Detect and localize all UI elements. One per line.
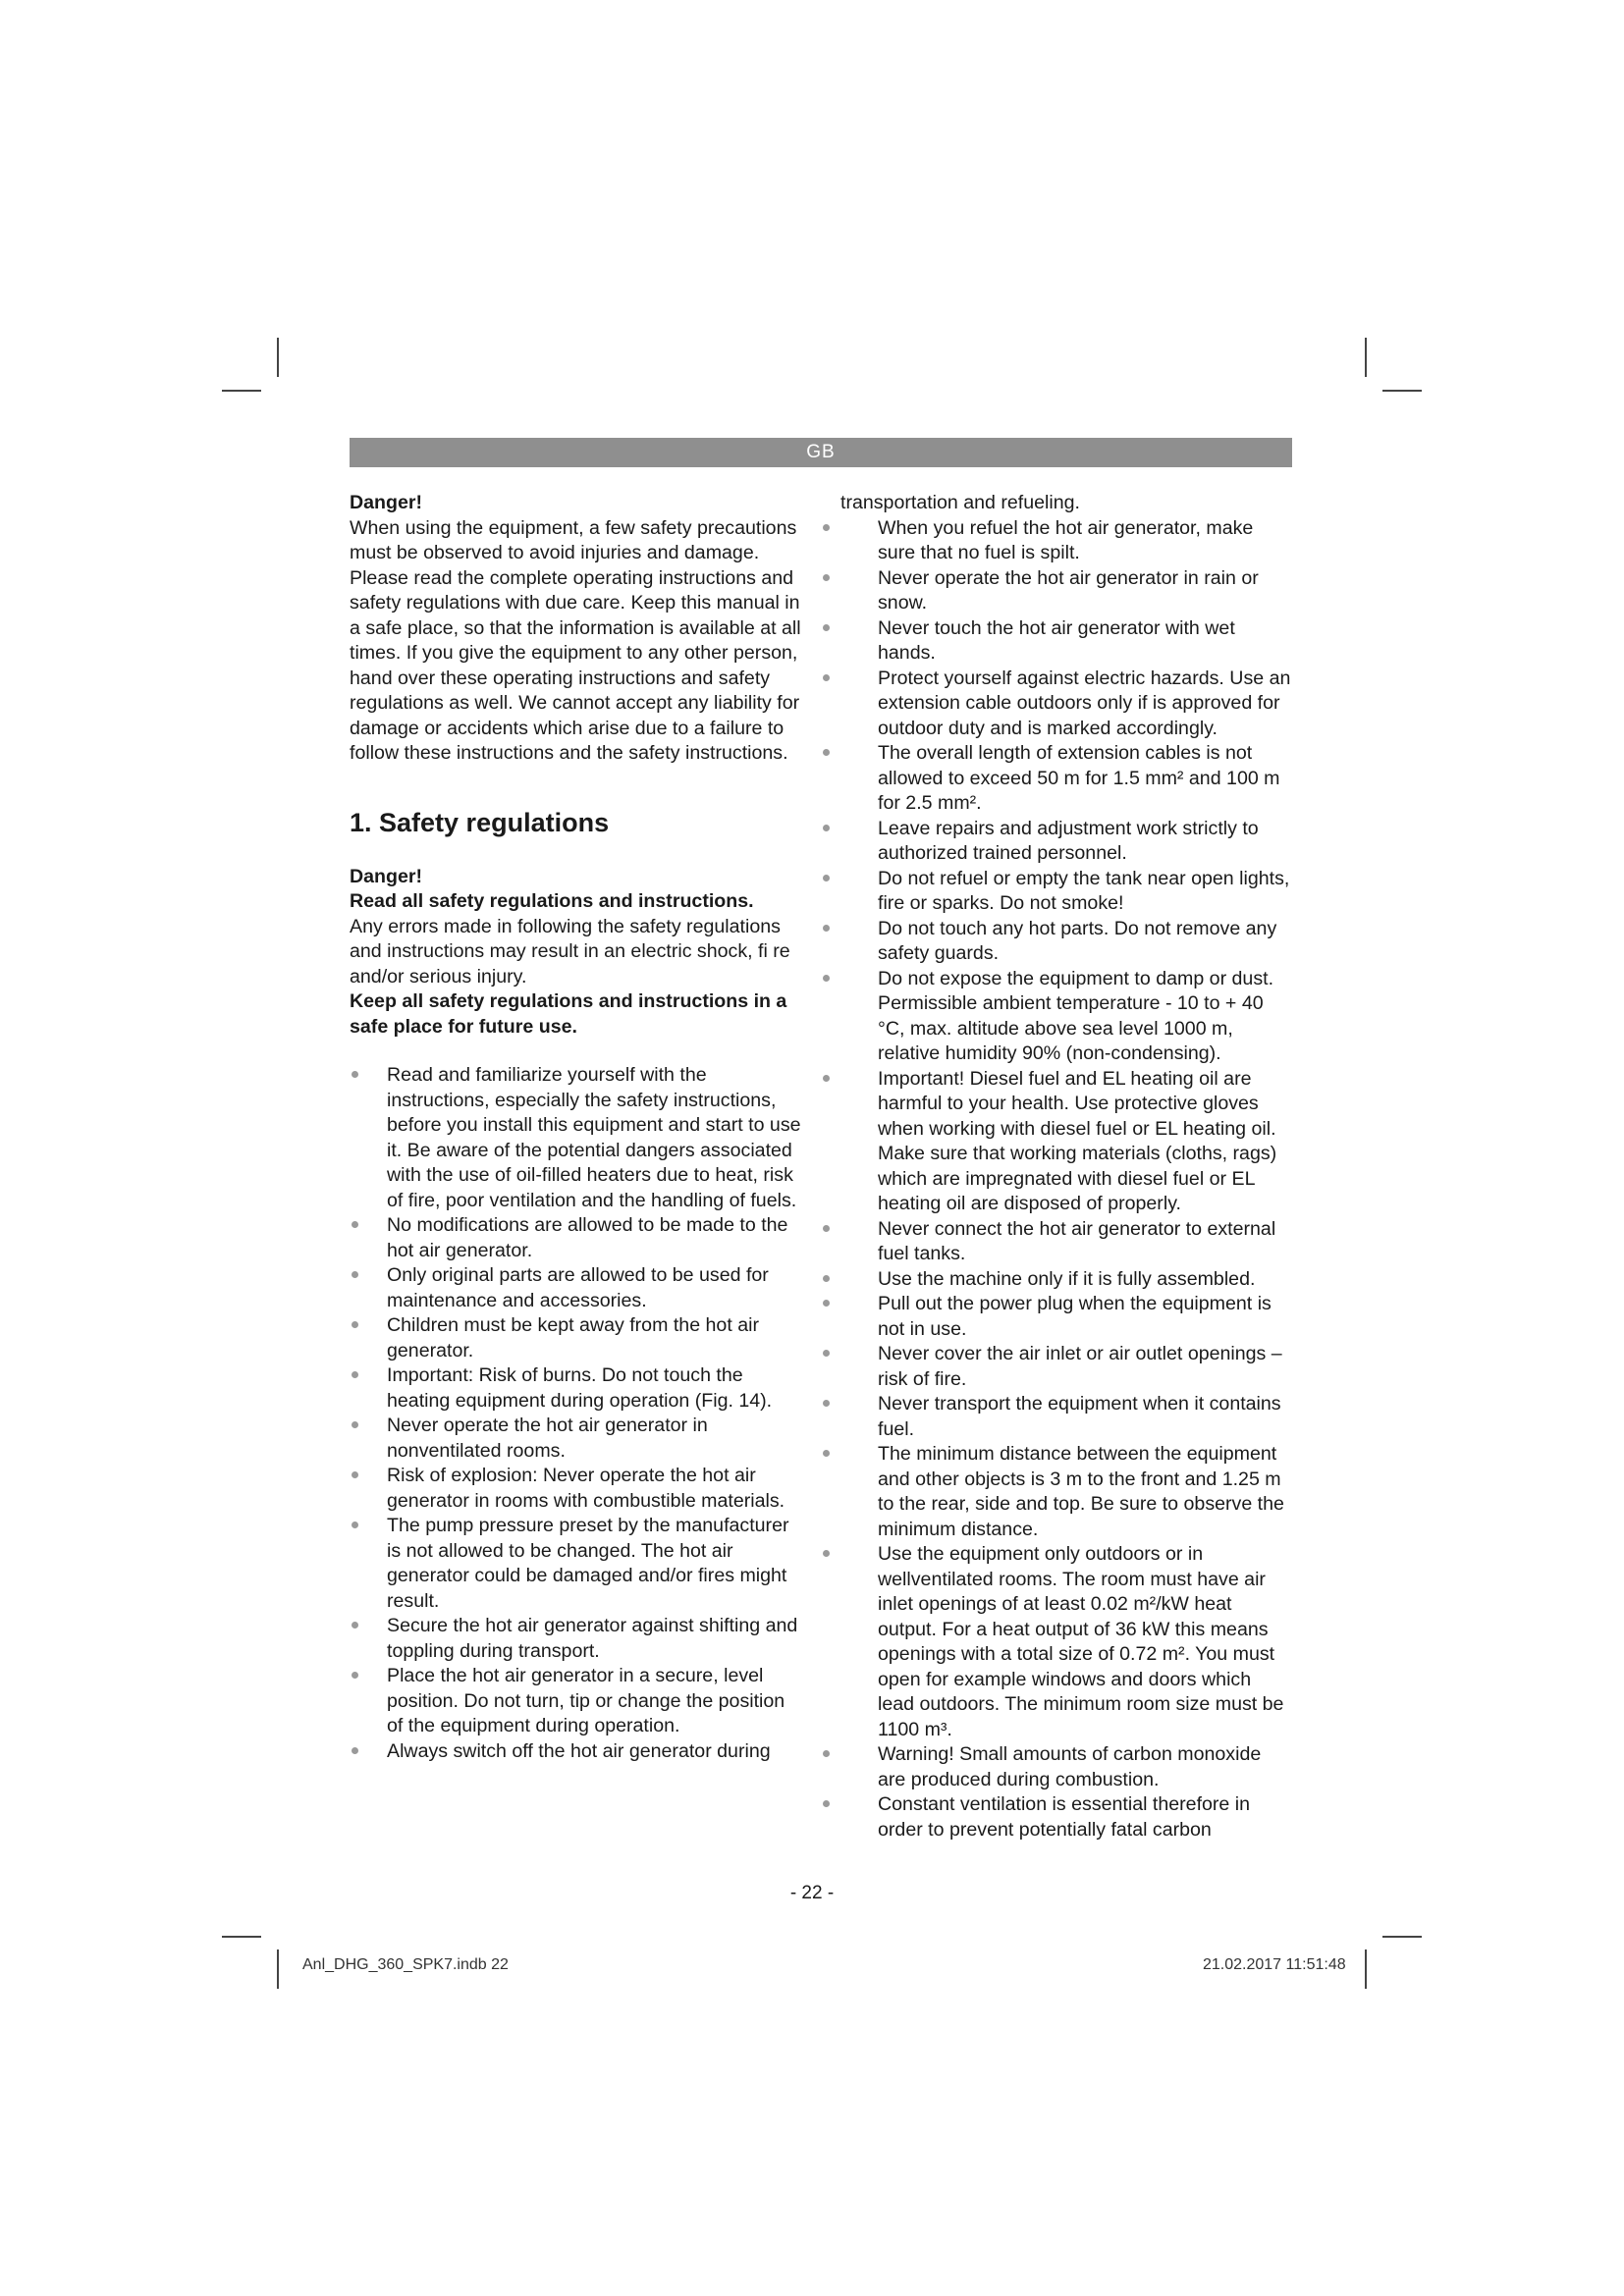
read-all-heading: Read all safety regulations and instructions. (350, 890, 754, 912)
bullet-icon (352, 1522, 358, 1528)
bullet-icon (823, 524, 830, 531)
list-item: Important! Diesel fuel and EL heating oil are harmful to your health. Use protective gloves when working with diesel fuel or EL heating oil. Make sure that working materials (cloths, rags) which are impregnated with diesel fuel or EL heating oil are disposed of properly. (840, 1067, 1292, 1217)
language-header-bar (350, 438, 1292, 467)
bullet-icon (352, 1271, 358, 1278)
list-item: Never transport the equipment when it contains fuel. (840, 1392, 1292, 1442)
bullet-icon (823, 825, 830, 831)
list-item: Do not refuel or empty the tank near open lights, fire or sparks. Do not smoke! (840, 867, 1292, 917)
bullet-icon (352, 1421, 358, 1428)
list-item: Always switch off the hot air generator during (350, 1739, 801, 1765)
crop-mark-bottom-left-vertical (277, 1949, 279, 1989)
list-item: No modifications are allowed to be made to the hot air generator. (350, 1213, 801, 1263)
language-label: GB (806, 442, 836, 462)
right-column (840, 491, 1292, 1842)
right-bullet-list (840, 516, 1292, 1843)
intro-danger-heading: Danger! (350, 492, 423, 513)
list-item: Children must be kept away from the hot air generator. (350, 1313, 801, 1363)
page-number: - 22 - (789, 1883, 835, 1903)
list-item: Only original parts are allowed to be used for maintenance and accessories. (350, 1263, 801, 1313)
bullet-icon (352, 1321, 358, 1328)
bullet-icon (823, 1225, 830, 1232)
list-item: Never connect the hot air generator to external fuel tanks. (840, 1217, 1292, 1267)
bullet-icon (823, 975, 830, 982)
warning-paragraph: Any errors made in following the safety regulations and instructions may result in an electric shock, fi re and/or serious injury. (350, 915, 790, 988)
footer-filename: Anl_DHG_360_SPK7.indb 22 (302, 1956, 509, 1973)
bullet-icon (823, 1300, 830, 1307)
bullet-icon (823, 1075, 830, 1082)
intro-paragraph: When using the equipment, a few safety precautions must be observed to avoid injuries and damage. Please read the complete operating instructions and safety regulations with due care. Keep this manual in a safe place, so that the information is available at all times. If you give the equipment to any other person, hand over these operating instructions and safety regulations as well. We cannot accept any liability for damage or accidents which arise due to a failure to follow these instructions and the safety instructions. (350, 516, 801, 764)
list-item: Secure the hot air generator against shifting and toppling during transport. (350, 1614, 801, 1664)
bullet-icon (352, 1221, 358, 1228)
list-item: Protect yourself against electric hazards. Use an extension cable outdoors only if is approved for outdoor duty and is marked accordingly. (840, 667, 1292, 742)
bullet-icon (823, 1350, 830, 1357)
list-item: Do not touch any hot parts. Do not remove any safety guards. (840, 917, 1292, 967)
list-item: Never operate the hot air generator in rain or snow. (840, 566, 1292, 616)
bullet-icon (823, 1800, 830, 1807)
list-item: Never cover the air inlet or air outlet openings – risk of fire. (840, 1342, 1292, 1392)
list-item: Use the equipment only outdoors or in wellventilated rooms. The room must have air inlet openings of at least 0.02 m²/kW heat output. For a heat output of 36 kW this means openings with a total size of 0.72 m². You must open for example windows and doors which lead outdoors. The minimum room size must be 1100 m³. (840, 1542, 1292, 1742)
list-item: Risk of explosion: Never operate the hot air generator in rooms with combustible materials. (350, 1464, 801, 1514)
bullet-icon (352, 1747, 358, 1754)
list-item: The overall length of extension cables is not allowed to exceed 50 m for 1.5 mm² and 100 m for 2.5 mm². (840, 741, 1292, 817)
bullet-icon (823, 1400, 830, 1407)
bullet-icon (352, 1471, 358, 1478)
bullet-icon (823, 674, 830, 681)
crop-mark-top-left-vertical (277, 338, 279, 377)
left-bullet-list (350, 1063, 801, 1764)
crop-mark-top-left-horizontal (222, 390, 261, 392)
list-item: Use the machine only if it is fully assembled. (840, 1267, 1292, 1293)
bullet-icon (823, 925, 830, 932)
bullet-icon (823, 574, 830, 581)
list-item: Warning! Small amounts of carbon monoxide are produced during combustion. (840, 1742, 1292, 1792)
crop-mark-top-right-vertical (1365, 338, 1367, 377)
continuation-text: transportation and refueling. (840, 492, 1080, 513)
bullet-icon (823, 875, 830, 881)
section-title: 1. Safety regulations (350, 807, 610, 837)
bullet-icon (823, 1450, 830, 1457)
list-item: Pull out the power plug when the equipment is not in use. (840, 1292, 1292, 1342)
list-item: Leave repairs and adjustment work strictly to authorized trained personnel. (840, 817, 1292, 867)
crop-mark-bottom-left-horizontal (222, 1936, 261, 1938)
list-item: Constant ventilation is essential therefore in order to prevent potentially fatal carbon (840, 1792, 1292, 1842)
bullet-icon (823, 1550, 830, 1557)
bullet-icon (823, 1750, 830, 1757)
list-item: The minimum distance between the equipment and other objects is 3 m to the front and 1.25 m to the rear, side and top. Be sure to observe the minimum distance. (840, 1442, 1292, 1542)
list-item: The pump pressure preset by the manufacturer is not allowed to be changed. The hot air generator could be damaged and/or fires might result. (350, 1514, 801, 1614)
list-item: When you refuel the hot air generator, make sure that no fuel is spilt. (840, 516, 1292, 566)
list-item: Important: Risk of burns. Do not touch the heating equipment during operation (Fig. 14). (350, 1363, 801, 1414)
bullet-icon (352, 1371, 358, 1378)
list-item: Do not expose the equipment to damp or dust. Permissible ambient temperature - 10 to + 40 °C, max. altitude above sea level 1000 m, relative humidity 90% (non-condensing). (840, 967, 1292, 1067)
bullet-icon (352, 1071, 358, 1078)
list-item: Never touch the hot air generator with wet hands. (840, 616, 1292, 667)
crop-mark-bottom-right-vertical (1365, 1949, 1367, 1989)
keep-all-heading: Keep all safety regulations and instructions in a safe place for future use. (350, 990, 787, 1038)
bullet-icon (823, 624, 830, 631)
bullet-icon (823, 749, 830, 756)
crop-mark-top-right-horizontal (1382, 390, 1422, 392)
list-item: Never operate the hot air generator in nonventilated rooms. (350, 1414, 801, 1464)
list-item: Read and familiarize yourself with the instructions, especially the safety instructions, before you install this equipment and start to use it. Be aware of the potential dangers associated with the use of oil-filled heaters due to heat, risk of fire, poor ventilation and the handling of fuels. (350, 1063, 801, 1213)
bullet-icon (352, 1622, 358, 1629)
crop-mark-bottom-right-horizontal (1382, 1936, 1422, 1938)
section-danger-heading: Danger! (350, 865, 423, 887)
list-item: Place the hot air generator in a secure, level position. Do not turn, tip or change the position of the equipment during operation. (350, 1664, 801, 1739)
bullet-icon (823, 1275, 830, 1282)
footer-timestamp: 21.02.2017 11:51:48 (1203, 1956, 1346, 1973)
left-column (350, 491, 801, 1764)
bullet-icon (352, 1672, 358, 1679)
